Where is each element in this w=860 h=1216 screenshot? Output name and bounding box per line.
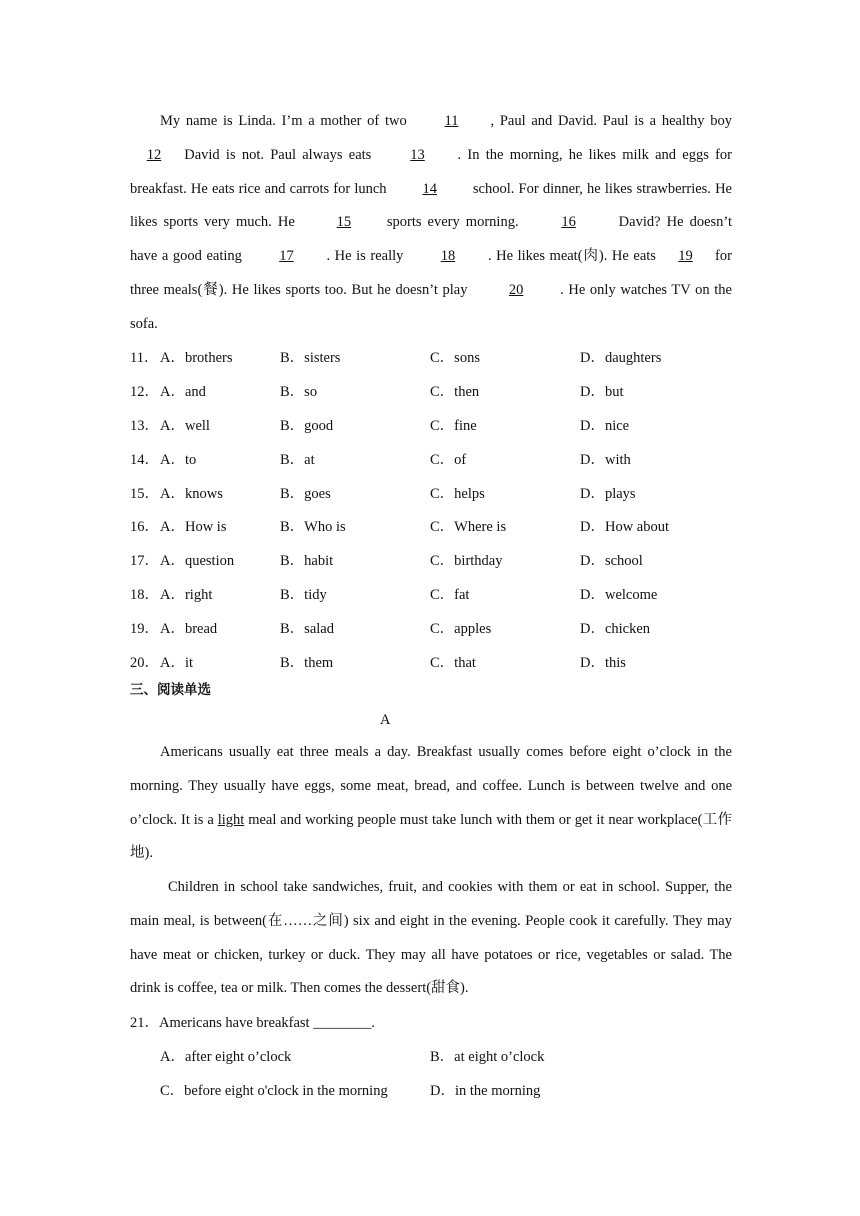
option-a[interactable]: A．it bbox=[160, 655, 194, 671]
option-b[interactable]: B．good bbox=[280, 418, 334, 434]
blank-18: 18 bbox=[440, 248, 456, 265]
blank-11: 11 bbox=[444, 113, 459, 129]
passage-text: Americans usually eat three meals a day. Breakfast usually comes before eight o’clock in the morning. They usually have eggs, some meat, bread, and coffee. Lunch is between twelve and one o’clock. It is a bbox=[130, 744, 732, 828]
cloze-text: . He only watches TV on the sofa. bbox=[130, 281, 732, 332]
question-row bbox=[130, 612, 750, 646]
option-c[interactable]: C．Where is bbox=[430, 519, 507, 535]
blank-17: 17 bbox=[279, 248, 294, 265]
option-d[interactable]: D．chicken bbox=[580, 621, 651, 637]
question-21-options-row-2 bbox=[160, 1074, 720, 1108]
question-row bbox=[130, 409, 750, 443]
option-d[interactable]: D．school bbox=[580, 553, 643, 569]
question-number: 18． bbox=[130, 587, 159, 603]
cloze-text: David? He doesn’t have a good eating bbox=[130, 214, 733, 265]
option-a[interactable]: A．well bbox=[160, 418, 210, 434]
question-number: 20． bbox=[130, 655, 159, 671]
blank-19: 19 bbox=[678, 248, 693, 265]
passage-paragraph-1 bbox=[130, 736, 732, 871]
question-number: 14． bbox=[130, 452, 159, 468]
option-a[interactable]: A．knows bbox=[160, 486, 223, 502]
question-21-stem: 21．Americans have breakfast ________. bbox=[130, 1015, 375, 1031]
option-b[interactable]: B．Who is bbox=[280, 519, 346, 535]
option-d[interactable]: D．this bbox=[580, 655, 626, 671]
question-stem bbox=[130, 1006, 690, 1040]
cloze-text: school. For dinner, he likes strawberries. He likes sports very much. He bbox=[130, 180, 732, 231]
option-d[interactable]: D．welcome bbox=[580, 587, 658, 603]
option-d[interactable]: D．plays bbox=[580, 486, 636, 502]
blank-14: 14 bbox=[422, 180, 437, 197]
cloze-text: . He is really bbox=[326, 248, 408, 265]
option-d[interactable]: D．but bbox=[580, 384, 624, 400]
option-d[interactable]: D．in the morning bbox=[430, 1083, 541, 1099]
question-row bbox=[130, 578, 750, 612]
option-d[interactable]: D．daughters bbox=[580, 350, 662, 366]
option-c[interactable]: C．sons bbox=[430, 350, 480, 366]
blank-12: 12 bbox=[146, 146, 162, 163]
question-row bbox=[130, 646, 750, 680]
option-c[interactable]: C．birthday bbox=[430, 553, 503, 569]
question-21-options-row-1 bbox=[160, 1040, 720, 1074]
option-c[interactable]: C．before eight o'clock in the morning bbox=[160, 1083, 388, 1099]
question-number: 19． bbox=[130, 621, 159, 637]
option-a[interactable]: A．to bbox=[160, 452, 197, 468]
option-b[interactable]: B．habit bbox=[280, 553, 334, 569]
option-c[interactable]: C．apples bbox=[430, 621, 492, 637]
option-c[interactable]: C．fat bbox=[430, 587, 470, 603]
option-a[interactable]: A．brothers bbox=[160, 350, 233, 366]
question-number: 17． bbox=[130, 553, 159, 569]
question-row bbox=[130, 341, 750, 375]
underlined-word: light bbox=[217, 811, 245, 828]
option-a[interactable]: A．How is bbox=[160, 519, 227, 535]
question-number: 11． bbox=[130, 350, 159, 366]
cloze-text: for three meals(餐). He likes sports too. But he doesn’t play bbox=[130, 248, 732, 298]
question-row bbox=[130, 477, 750, 511]
passage-text: meal and working people must take lunch with them or get it near workplace(工作地). bbox=[130, 811, 732, 862]
cloze-passage bbox=[130, 105, 732, 342]
question-number: 16． bbox=[130, 519, 159, 535]
blank-20: 20 bbox=[508, 281, 524, 298]
passage-text: Children in school take sandwiches, fruit, and cookies with them or eat in school. Supper, the main meal, is between(在……之间) six and eight in the evening. People cook it carefully. They may have meat or chicken, turkey or duck. They may all have potatoes or rice, vegetables or salad. The drink is coffee, tea or milk. Then comes the dessert(甜食). bbox=[130, 879, 732, 997]
option-b[interactable]: B．tidy bbox=[280, 587, 327, 603]
cloze-text: , Paul and David. Paul is a healthy boy bbox=[490, 113, 732, 129]
option-b[interactable]: B．goes bbox=[280, 486, 331, 502]
blank-13: 13 bbox=[410, 146, 425, 163]
section-heading: 三、阅读单选 bbox=[130, 682, 211, 698]
cloze-text: David is not. Paul always eats bbox=[178, 146, 378, 163]
blank-16: 16 bbox=[561, 214, 576, 231]
question-number: 15． bbox=[130, 486, 159, 502]
option-a[interactable]: A．after eight o’clock bbox=[160, 1049, 292, 1065]
option-b[interactable]: B．them bbox=[280, 655, 334, 671]
cloze-text: My name is Linda. I’m a mother of two bbox=[160, 113, 413, 129]
option-a[interactable]: A．question bbox=[160, 553, 235, 569]
option-a[interactable]: A．and bbox=[160, 384, 206, 400]
question-row bbox=[130, 510, 750, 544]
option-c[interactable]: C．fine bbox=[430, 418, 477, 434]
question-row bbox=[130, 375, 750, 409]
question-row bbox=[130, 544, 750, 578]
passage-paragraph-2 bbox=[130, 871, 732, 1006]
option-b[interactable]: B．salad bbox=[280, 621, 334, 637]
option-b[interactable]: B．so bbox=[280, 384, 318, 400]
passage-title: A bbox=[380, 712, 391, 728]
option-b[interactable]: B．sisters bbox=[280, 350, 341, 366]
cloze-text: sports every morning. bbox=[386, 214, 525, 231]
option-c[interactable]: C．then bbox=[430, 384, 480, 400]
option-c[interactable]: C．that bbox=[430, 655, 476, 671]
cloze-text: . He likes meat(肉). He eats bbox=[487, 248, 661, 265]
option-b[interactable]: B．at eight o’clock bbox=[430, 1049, 545, 1065]
option-d[interactable]: D．with bbox=[580, 452, 631, 468]
option-b[interactable]: B．at bbox=[280, 452, 315, 468]
option-a[interactable]: A．right bbox=[160, 587, 213, 603]
question-number: 13． bbox=[130, 418, 159, 434]
option-d[interactable]: D．nice bbox=[580, 418, 630, 434]
option-c[interactable]: C．helps bbox=[430, 486, 485, 502]
option-d[interactable]: D．How about bbox=[580, 519, 670, 535]
blank-15: 15 bbox=[336, 214, 352, 231]
question-row bbox=[130, 443, 750, 477]
question-number: 12． bbox=[130, 384, 159, 400]
cloze-text: . In the morning, he likes milk and eggs for breakfast. He eats rice and carrots for lunch bbox=[130, 146, 732, 197]
option-c[interactable]: C．of bbox=[430, 452, 467, 468]
option-a[interactable]: A．bread bbox=[160, 621, 218, 637]
